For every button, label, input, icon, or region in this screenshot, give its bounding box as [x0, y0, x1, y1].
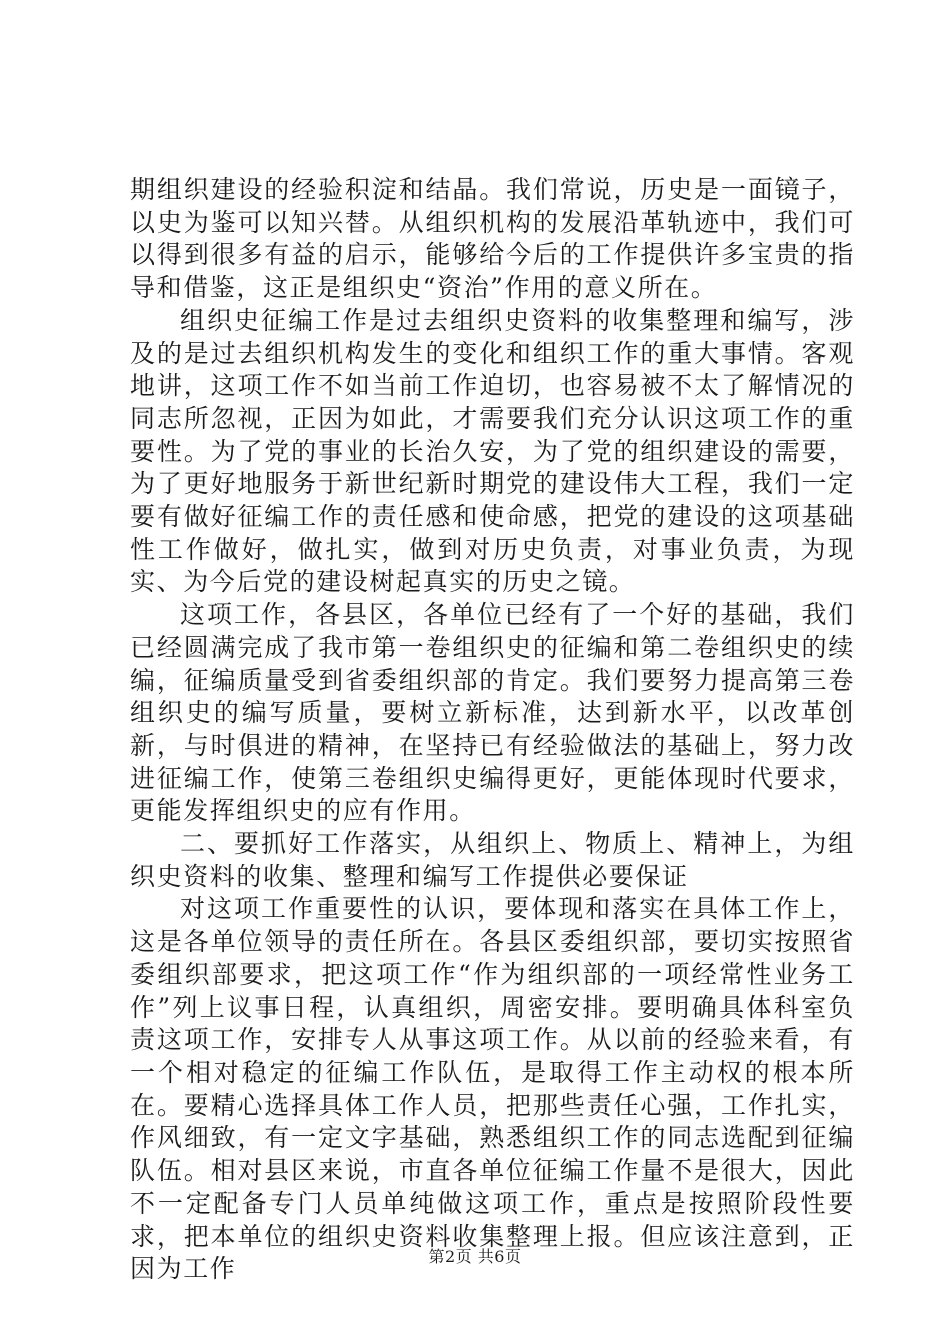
paragraph-compilation-work: 组织史征编工作是过去组织史资料的收集整理和编写，涉及的是过去组织机构发生的变化和组织工作的重大事情。客观地讲，这项工作不如当前工作迫切，也容易被不太了解情况的同志所忽视，正因为如此，才需要我们充分认识这项工作的重要性。为了党的事业的长治久安，为了党的组织建设的需要，为了更好地服务于新世纪新时期党的建设伟大工程，我们一定要有做好征编工作的责任感和使命感，把党的建设的这项基础性工作做好，做扎实，做到对历史负责，对事业负责，为现实、为今后党的建设树起真实的历史之镜。 [130, 305, 855, 597]
page-footer: 第2页 共6页 [428, 1247, 522, 1266]
paragraph-implementation: 对这项工作重要性的认识，要体现和落实在具体工作上，这是各单位领导的责任所在。各县区委组织部，要切实按照省委组织部要求，把这项工作“作为组织部的一项经常性业务工作”列上议事日程，认真组织，周密安排。要明确具体科室负责这项工作，安排专人从事这项工作。从以前的经验来看，有一个相对稳定的征编工作队伍，是取得工作主动权的根本所在。要精心选择具体工作人员，把那些责任心强，工作扎实，作风细致，有一定文字基础，熟悉组织工作的同志选配到征编队伍。相对县区来说，市直各单位征编工作量不是很大，因此不一定配备专门人员单纯做这项工作，重点是按照阶段性要求，把本单位的组织史资料收集整理上报。但应该注意到，正因为工作 [130, 894, 855, 1284]
section-heading-two: 二、要抓好工作落实，从组织上、物质上、精神上，为组织史资料的收集、整理和编写工作提供必要保证 [130, 829, 855, 891]
paragraph-continuation: 期组织建设的经验积淀和结晶。我们常说，历史是一面镜子，以史为鉴可以知兴替。从组织机构的发展沿革轨迹中，我们可以得到很多有益的启示，能够给今后的工作提供许多宝贵的指导和借鉴，这正是组织史“资治”作用的意义所在。 [130, 175, 855, 303]
paragraph-foundation: 这项工作，各县区，各单位已经有了一个好的基础，我们已经圆满完成了我市第一卷组织史的征编和第二卷组织史的续编，征编质量受到省委组织部的肯定。我们要努力提高第三卷组织史的编写质量，要树立新标准，达到新水平，以改革创新，与时俱进的精神，在坚持已有经验做法的基础上，努力改进征编工作，使第三卷组织史编得更好，更能体现时代要求，更能发挥组织史的应有作用。 [130, 600, 855, 826]
document-body [130, 174, 855, 1286]
